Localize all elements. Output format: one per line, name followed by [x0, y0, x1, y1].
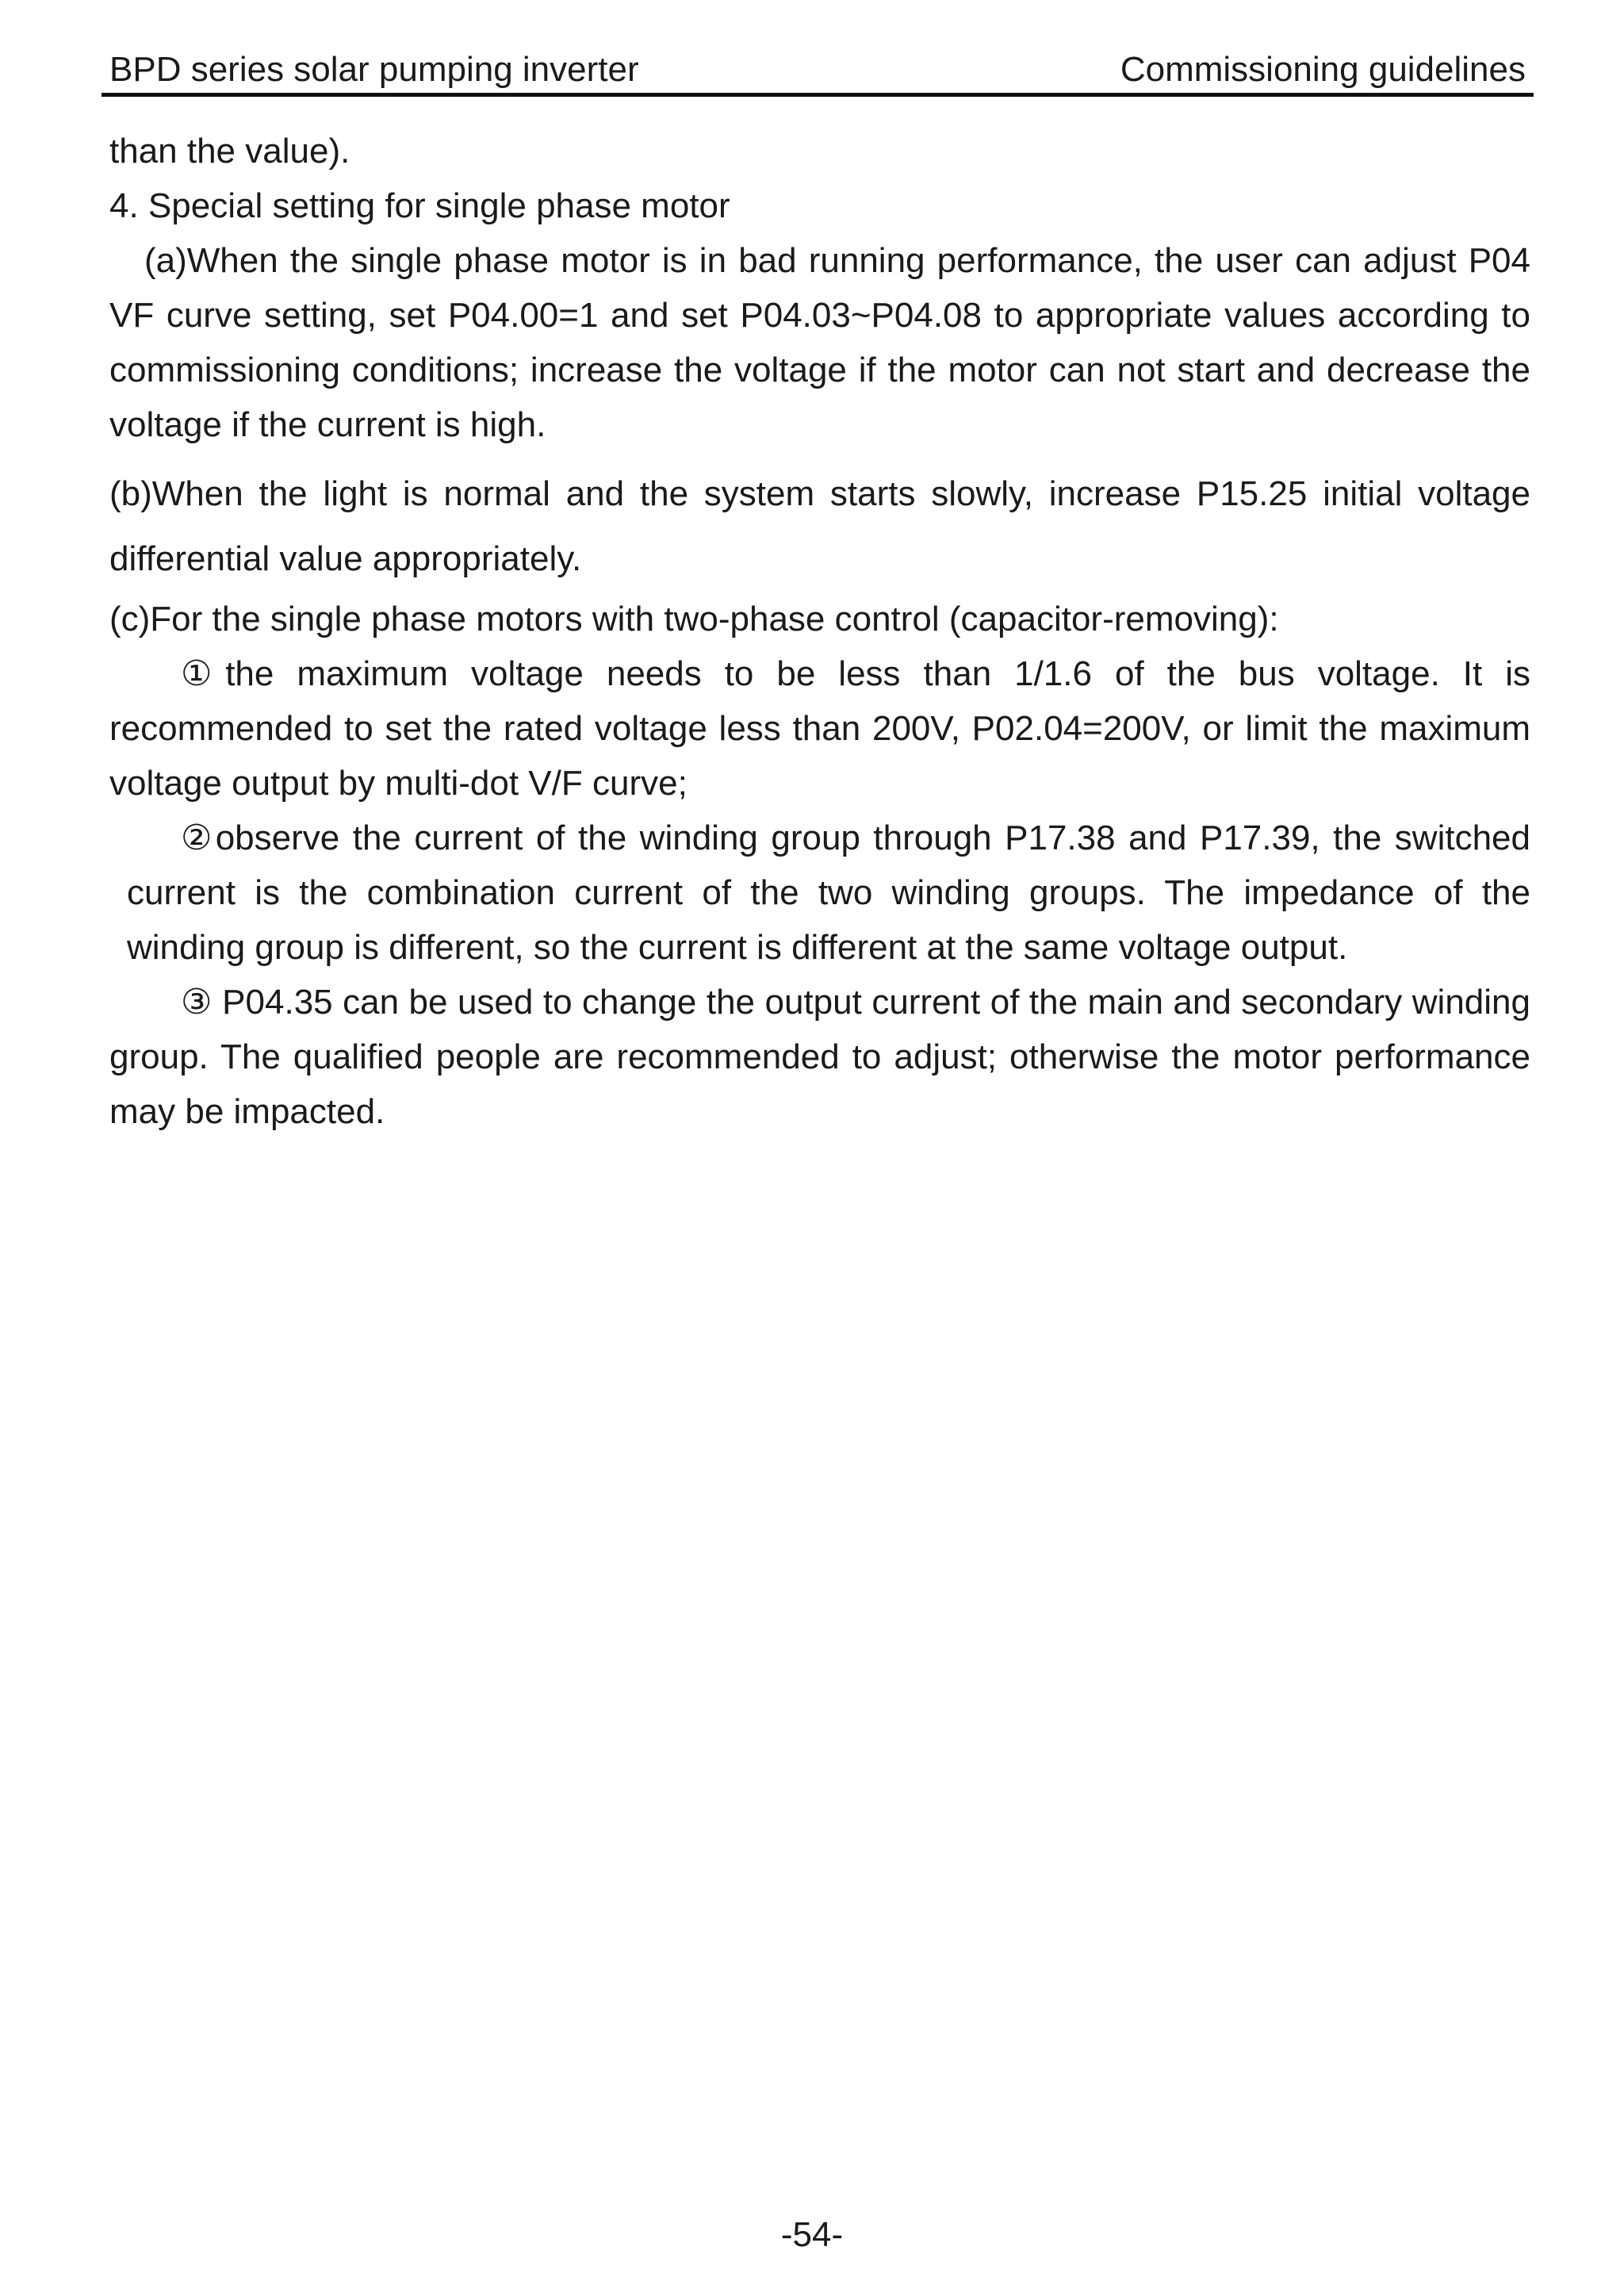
- page-header: [102, 41, 1534, 97]
- section-heading: 4. Special setting for single phase motor: [109, 186, 730, 225]
- paragraph-c: (c)For the single phase motors with two-phase control (capacitor-removing):: [109, 600, 1279, 638]
- item-1: ①the maximum voltage needs to be less than 1/1.6 of the bus voltage. It is recommended to set the rated voltage less than 200V, P02.04=200V, or limit the maximum voltage output by multi-dot V/F curve;: [109, 654, 1530, 803]
- page-number: -54-: [780, 2215, 844, 2254]
- continued-text: than the value).: [109, 132, 350, 171]
- page-body: [109, 124, 1530, 1139]
- paragraph-a: (a)When the single phase motor is in bad running performance, the user can adjust P04 VF curve setting, set P04.00=1 and set P04.03~P04.08 to appropriate values according to commissioning conditions; increase the voltage if the motor can not start and decrease the voltage if the current is high.: [109, 241, 1530, 444]
- paragraph-b: (b)When the light is normal and the system starts slowly, increase P15.25 initial voltage differential value appropriately.: [109, 474, 1530, 578]
- header-divider: [102, 93, 1534, 97]
- item-3: ③ P04.35 can be used to change the output current of the main and secondary winding group. The qualified people are recommended to adjust; otherwise the motor performance may be impacted.: [109, 983, 1530, 1131]
- header-document-title: BPD series solar pumping inverter: [109, 50, 639, 89]
- header-section-title: Commissioning guidelines: [1120, 50, 1526, 89]
- item-2: ②observe the current of the winding group through P17.38 and P17.39, the switched current is the combination current of the two winding groups. The impedance of the winding group is different, so the current is different at the same voltage output.: [127, 819, 1530, 967]
